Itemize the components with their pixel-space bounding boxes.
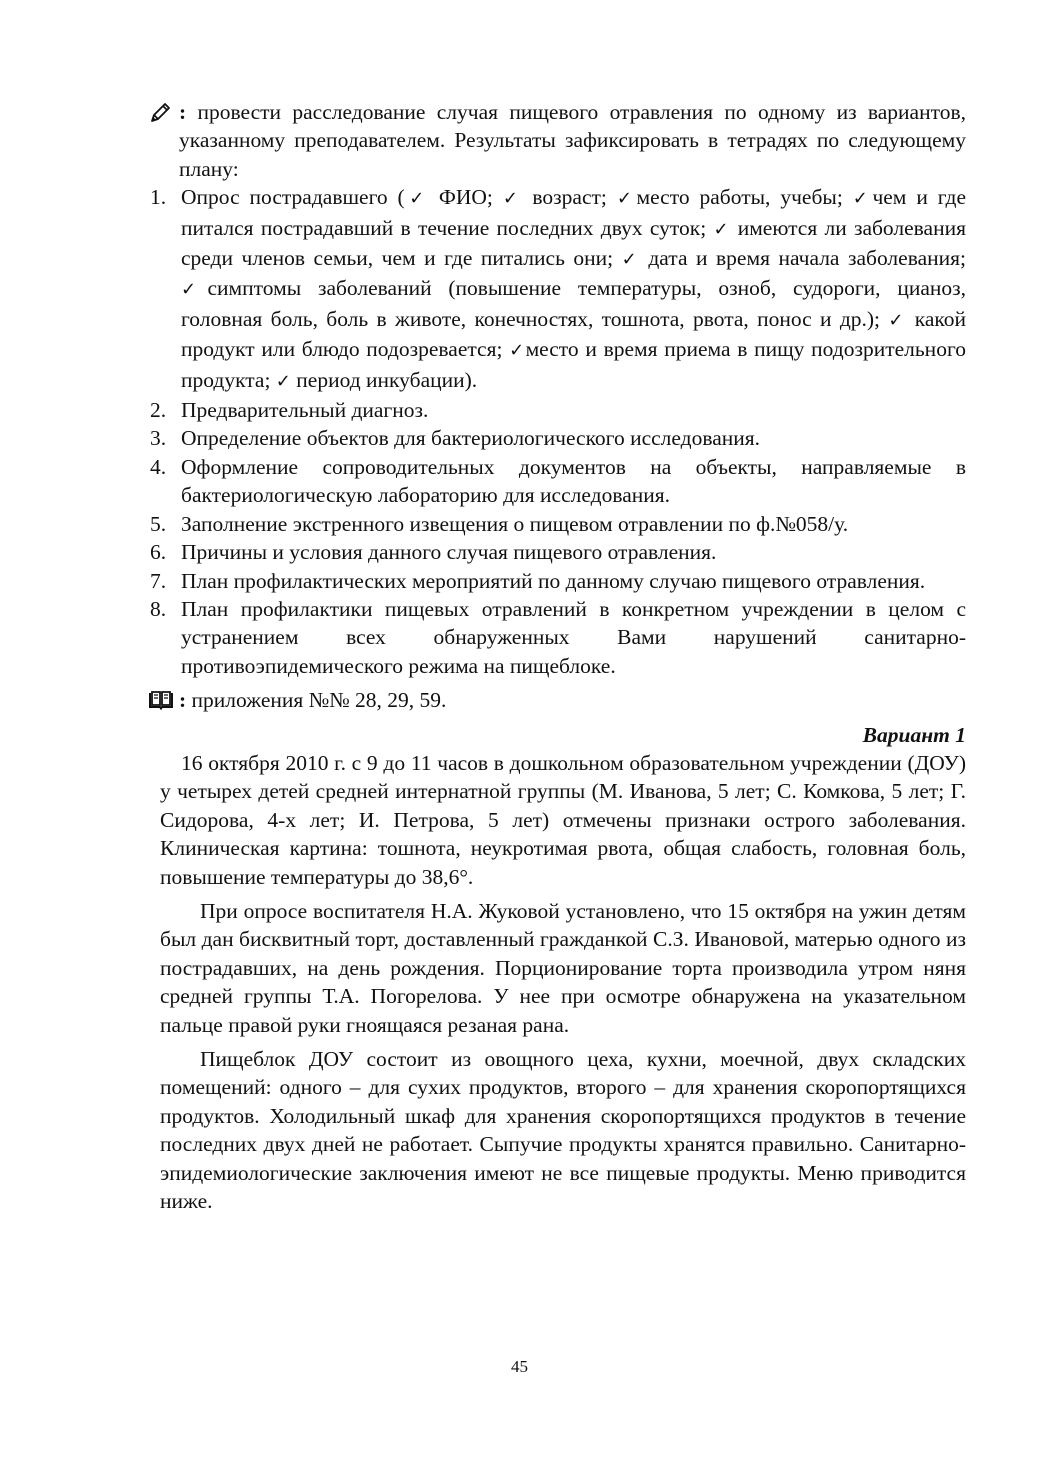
variant-paragraph: 16 октября 2010 г. с 9 до 11 часов в дошкольном образовательном учреждении (ДОУ) у четырех детей средней интернатной группы (М. Иванова, 5 лет; С. Комкова, 5 лет; Г. Сидорова, 4-х лет; И. Петрова, 5 лет) отмечены признаки острого заболевания. Клиническая картина: тошнота, неукротимая рвота, общая слабость, головная боль, повышение температуры до 38,6°. [160, 750, 966, 889]
book-icon [148, 690, 174, 710]
variant-title: Вариант 1 [862, 722, 966, 747]
list-item-text: дата и время начала заболевания; [639, 246, 966, 271]
list-item-number: 8. [150, 596, 167, 621]
list-item-number: 5. [150, 511, 167, 536]
list-item-text: План профилактики пищевых отравлений в конкретном учреждении в целом с устранением всех обнаруженных Вами нарушений санитарно-противоэпидемического режима на пищеблоке. [181, 596, 966, 678]
investigation-plan-list [150, 183, 967, 680]
list-item [150, 424, 966, 452]
list-item-number: 3. [150, 426, 167, 451]
list-item [150, 396, 966, 424]
list-item [150, 538, 966, 566]
checkmark-icon: ✓ [621, 249, 640, 271]
list-item-text: имеются ли заболевания среди членов семьи, чем и где питались они; [181, 215, 966, 271]
checkmark-icon: ✓ [616, 188, 637, 210]
list-item [150, 453, 966, 510]
list-item-text: какой продукт или блюдо подозревается; [181, 306, 966, 362]
page-number: 45 [511, 1357, 528, 1376]
list-item [150, 567, 966, 595]
list-item-number: 7. [150, 568, 167, 593]
list-item-text: место работы, учебы; [636, 185, 853, 210]
references-text: приложения №№ 28, 29, 59. [186, 688, 447, 713]
list-item-text: Причины и условия данного случая пищевого отравления. [181, 540, 717, 565]
page-body [150, 98, 967, 1215]
pencil-icon [148, 101, 172, 125]
task-text: провести расследование случая пищевого отравления по одному из вариантов, указанному преподавателем. Результаты зафиксировать в тетрадях по следующему плану: [179, 100, 966, 181]
list-item-text: План профилактических мероприятий по данному случаю пищевого отравления. [181, 568, 926, 593]
list-item-number: 2. [150, 398, 167, 423]
references-line [160, 686, 966, 714]
list-item [150, 510, 966, 538]
list-item-text: Заполнение экстренного извещения о пищевом отравлении по ф.№058/у. [181, 511, 849, 536]
checkmark-icon: ✓ [852, 188, 873, 210]
checkmark-icon: ✓ [888, 309, 907, 331]
checkmark-icon: ✓ [404, 188, 429, 210]
list-item [150, 595, 966, 680]
list-item [150, 183, 967, 396]
checkmark-icon: ✓ [509, 340, 526, 362]
references-lead: : [179, 688, 187, 713]
list-item-text: период инкубации). [290, 367, 478, 392]
list-item-number: 6. [150, 540, 167, 565]
checkmark-icon: ✓ [275, 370, 291, 392]
checkmark-icon: ✓ [502, 188, 523, 210]
variant-paragraph: При опросе воспитателя Н.А. Жуковой установлено, что 15 октября на ужин детям был дан бисквитный торт, доставленный гражданкой С.З. Ивановой, матерью одного из пострадавших, на день рождения. Порционирование торта производила утром няня средней группы Т.А. Погорелова. У нее при осмотре обнаружена на указательном пальце правой руки гноящаяся резаная рана. [160, 898, 966, 1037]
task-lead: : [179, 100, 187, 124]
variant-paragraph: Пищеблок ДОУ состоит из овощного цеха, кухни, моечной, двух складских помещений: одного – для сухих продуктов, второго – для хранения скоропортящихся продуктов. Холодильный шкаф для хранения скоропортящихся продуктов в течение последних двух дней не работает. Сыпучие продукты хранятся правильно. Санитарно-эпидемиологические заключения имеют не все пищевые продукты. Меню приводится ниже. [160, 1047, 966, 1214]
checkmark-icon: ✓ [181, 279, 208, 301]
list-item-text: Оформление сопроводительных документов на объекты, направляемые в бактериологическую лабораторию для исследования. [181, 454, 966, 508]
list-item-text: Предварительный диагноз. [181, 398, 429, 423]
list-item-text: чем и где питался пострадавший в течение последних двух суток; [181, 185, 967, 240]
list-item-text: ФИО; [428, 185, 503, 210]
task-instruction [160, 98, 966, 183]
checkmark-icon: ✓ [713, 218, 731, 240]
list-item-text: возраст; [522, 185, 617, 210]
list-item-number: 4. [150, 454, 167, 479]
list-item-text: Определение объектов для бактериологического исследования. [181, 426, 761, 451]
list-item-text: место и время приема в пищу подозрительного продукта; [181, 337, 966, 392]
list-item-number: 1. [150, 185, 167, 210]
list-item-text: Опрос пострадавшего ( [181, 185, 405, 210]
list-item-text: симптомы заболеваний (повышение температуры, озноб, судороги, цианоз, головная боль, боль в животе, конечностях, тошнота, рвота, понос и др.); [181, 276, 966, 331]
